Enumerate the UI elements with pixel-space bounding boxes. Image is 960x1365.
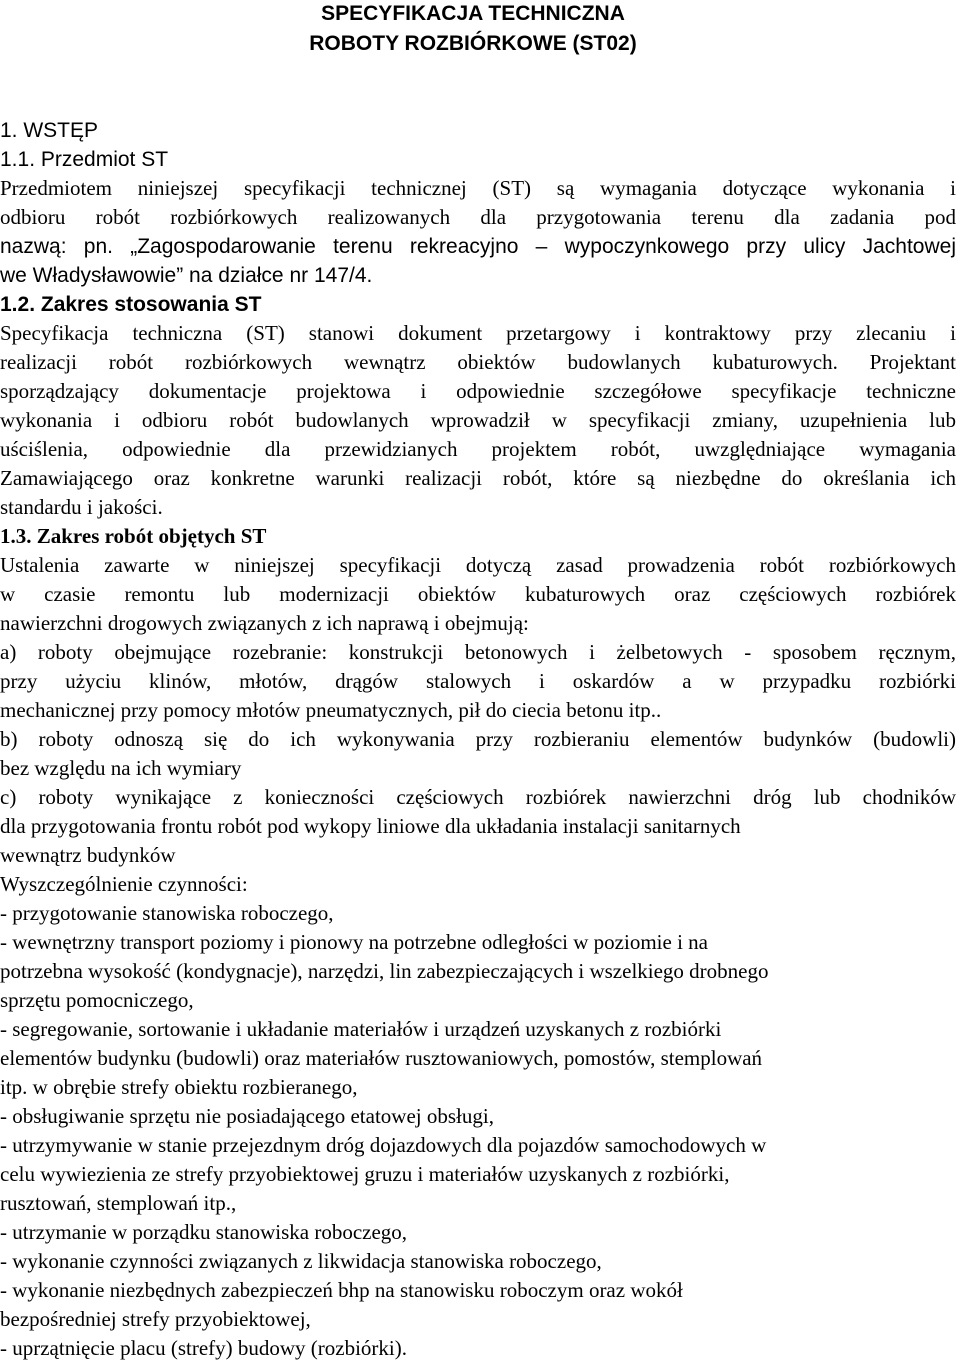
list-item-line: - utrzymanie w porządku stanowiska roboczego, [0,1220,408,1244]
list-item-line: mechanicznej przy pomocy młotów pneumatycznych, pił do ciecia betonu itp.. [0,698,662,722]
paragraph-line: Ustalenia zawarte w niniejszej specyfikacji dotyczą zasad prowadzenia robót rozbiórkowych [0,553,956,577]
list-item-line: - wewnętrzny transport poziomy i pionowy na potrzebne odległości w poziomie i na [0,930,708,954]
document-title-line-2: ROBOTY ROZBIÓRKOWE (ST02) [309,32,637,55]
document-title-line-1: SPECYFIKACJA TECHNICZNA [321,2,625,25]
list-item-line: - wykonanie niezbędnych zabezpieczeń bhp na stanowisku roboczym oraz wokół [0,1278,683,1302]
paragraph-line: standardu i jakości. [0,495,163,519]
list-item-line: itp. w obrębie strefy obiektu rozbieranego, [0,1075,358,1099]
list-item-line: rusztowań, stemplowań itp., [0,1191,237,1215]
list-item-line: - wykonanie czynności związanych z likwidacja stanowiska roboczego, [0,1249,602,1273]
paragraph-line: wykonania i odbioru robót budowlanych wprowadził w specyfikacji zmiany, uzupełnienia lub [0,408,956,432]
list-item-line: - przygotowanie stanowiska roboczego, [0,901,334,925]
paragraph-line: sporządzający dokumentacje projektowa i odpowiednie szczegółowe specyfikacje techniczne [0,379,956,403]
paragraph-line: we Władysławowie” na działce nr 147/4. [0,264,373,287]
paragraph-line: odbioru robót rozbiórkowych realizowanych dla przygotowania terenu dla zadania pod [0,205,956,229]
section-heading-introduction: 1. WSTĘP [0,119,99,142]
list-item-line: celu wywiezienia ze strefy przyobiektowej gruzu i materiałów uzyskanych z rozbiórki, [0,1162,730,1186]
list-item-line: - obsługiwanie sprzętu nie posiadającego etatowej obsługi, [0,1104,494,1128]
paragraph-line: Zamawiającego oraz konkretne warunki realizacji robót, które są niezbędne do określania ich [0,466,956,490]
list-item-line: b) roboty odnoszą się do ich wykonywania przy rozbieraniu elementów budynków (budowli) [0,727,956,751]
subsection-number: 1.2. [0,293,36,316]
list-item-line: bez względu na ich wymiary [0,756,242,780]
paragraph-line: w czasie remontu lub modernizacji obiektów kubaturowych oraz częściowych rozbiórek [0,582,956,606]
subsection-heading-subject: 1.1. Przedmiot ST [0,148,169,171]
list-item-line: elementów budynku (budowli) oraz materiałów rusztowaniowych, pomostów, stemplowań [0,1046,763,1070]
list-item-line: potrzebna wysokość (kondygnacje), narzędzi, lin zabezpieczających i wszelkiego drobnego [0,959,769,983]
list-item-line: wewnątrz budynków [0,843,176,867]
subsection-heading-scope-of-application [0,290,956,319]
list-item-line: sprzętu pomocniczego, [0,988,194,1012]
paragraph-line: Specyfikacja techniczna (ST) stanowi dokument przetargowy i kontraktowy przy zlecaniu i [0,321,956,345]
subsection-title: Zakres stosowania ST [40,293,262,316]
list-item-line: dla przygotowania frontu robót pod wykopy liniowe dla układania instalacji sanitarnych [0,814,741,838]
subsection-heading-scope-of-works [0,522,956,551]
list-item-line: - uprzątnięcie placu (strefy) budowy (rozbiórki). [0,1336,407,1360]
paragraph-line: nazwą: pn. „Zagospodarowanie terenu rekreacyjno – wypoczynkowego przy ulicy Jachtowej [0,235,956,258]
list-item-line: przy użyciu klinów, młotów, drągów stalowych i oskardów a w przypadku rozbiórki [0,669,956,693]
paragraph-line: realizacji robót rozbiórkowych wewnątrz obiektów budowlanych kubaturowych. Projektant [0,350,956,374]
list-item-line: - utrzymywanie w stanie przejezdnym dróg dojazdowych dla pojazdów samochodowych w [0,1133,767,1157]
list-item-line: c) roboty wynikające z konieczności częściowych rozbiórek nawierzchni dróg lub chodników [0,785,956,809]
paragraph-line: Przedmiotem niniejszej specyfikacji technicznej (ST) są wymagania dotyczące wykonania i [0,176,956,200]
list-item-line: bezpośredniej strefy przyobiektowej, [0,1307,311,1331]
paragraph-line: nawierzchni drogowych związanych z ich naprawą i obejmują: [0,611,529,635]
subsection-number: 1.3. [0,524,32,548]
paragraph-line: Wyszczególnienie czynności: [0,872,248,896]
list-item-line: - segregowanie, sortowanie i układanie materiałów i urządzeń uzyskanych z rozbiórki [0,1017,722,1041]
list-item-line: a) roboty obejmujące rozebranie: konstrukcji betonowych i żelbetowych - sposobem ręcznym, [0,640,956,664]
subsection-title: Zakres robót objętych ST [36,524,267,548]
paragraph-line: uściślenia, odpowiednie dla przewidzianych projektem robót, uwzględniające wymagania [0,437,956,461]
